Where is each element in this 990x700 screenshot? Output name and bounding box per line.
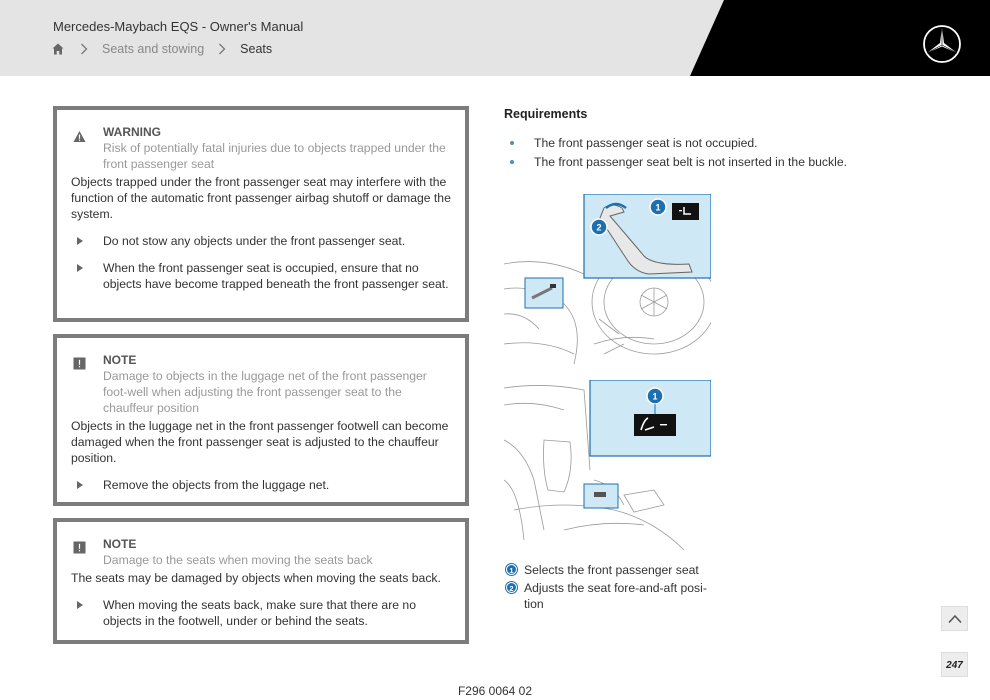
callout-legend xyxy=(504,562,734,614)
legend-text: Selects the front passenger seat xyxy=(524,563,699,577)
legend-text: Adjusts the seat fore-and-aft posi-tion xyxy=(524,581,707,611)
note-body: The seats may be damaged by objects when moving the seats back. xyxy=(71,571,441,585)
page-badge[interactable]: 247 xyxy=(941,652,968,677)
requirements-list xyxy=(504,134,924,172)
requirement-item: The front passenger seat is not occupied. xyxy=(504,134,924,153)
callout-number-badge: 1 xyxy=(506,564,517,575)
list-item-text: Remove the objects from the luggage net. xyxy=(103,478,330,492)
warning-triangle-icon xyxy=(73,130,86,143)
list-item xyxy=(71,597,451,629)
scroll-to-top-button[interactable] xyxy=(941,606,968,631)
list-item xyxy=(71,260,451,292)
note-exclamation-icon xyxy=(73,541,86,554)
callout-1 xyxy=(647,388,663,404)
list-item xyxy=(71,477,451,493)
warning-subtitle: Risk of potentially fatal injuries due to objects trapped under the front passenger seat xyxy=(103,141,446,171)
note-headline: NOTE xyxy=(103,353,137,367)
bullet-arrow-icon xyxy=(77,601,83,609)
legend-item xyxy=(504,562,734,578)
breadcrumb xyxy=(52,42,272,56)
note-subtitle: Damage to the seats when moving the seats back xyxy=(103,553,373,567)
chevron-up-icon xyxy=(948,614,962,624)
warning-box xyxy=(53,106,469,322)
illustration-rear-seat-switch xyxy=(504,380,711,550)
requirement-item: The front passenger seat belt is not inserted in the buckle. xyxy=(504,153,924,172)
home-icon[interactable] xyxy=(52,43,64,55)
list-item-text: Do not stow any objects under the front passenger seat. xyxy=(103,234,406,248)
manual-title: Mercedes-Maybach EQS - Owner's Manual xyxy=(53,19,304,34)
note-body: Objects in the luggage net in the front passenger footwell can become damaged when the front passenger seat is adjusted to the chauffeur position. xyxy=(71,419,449,465)
list-item-text: When moving the seats back, make sure that there are no objects in the footwell, under or behind the seats. xyxy=(103,598,416,628)
warning-headline: WARNING xyxy=(103,125,161,139)
chevron-right-icon xyxy=(218,43,226,55)
mercedes-star-logo xyxy=(922,24,962,64)
note-box-luggage-net xyxy=(53,334,469,506)
illustration-steering-seat-switch xyxy=(504,194,711,364)
note-headline: NOTE xyxy=(103,537,137,551)
bullet-arrow-icon xyxy=(77,264,83,272)
header xyxy=(0,0,990,76)
callout-1 xyxy=(650,199,666,215)
svg-text:1: 1 xyxy=(655,202,661,213)
legend-item xyxy=(504,580,714,612)
list-item-text: When the front passenger seat is occupied, ensure that no objects have become trapped beneath the front passenger seat. xyxy=(103,261,449,291)
note-exclamation-icon xyxy=(73,357,86,370)
svg-text:1: 1 xyxy=(652,391,658,402)
callout-number-badge: 2 xyxy=(506,582,517,593)
svg-text:2: 2 xyxy=(596,222,602,233)
breadcrumb-item-seats[interactable]: Seats xyxy=(240,42,273,56)
note-box-seats-back xyxy=(53,518,469,644)
chevron-right-icon xyxy=(80,43,88,55)
breadcrumb-item-seats-and-stowing[interactable]: Seats and stowing xyxy=(102,42,205,56)
callout-2 xyxy=(591,219,607,235)
figure-code: F296 0064 02 xyxy=(457,684,533,698)
note-subtitle: Damage to objects in the luggage net of the front passenger foot-well when adjusting the front passenger seat to the chauffeur position xyxy=(103,369,427,415)
bullet-arrow-icon xyxy=(77,237,83,245)
bullet-arrow-icon xyxy=(77,481,83,489)
requirements-title: Requirements xyxy=(504,107,588,121)
list-item xyxy=(71,233,451,249)
warning-body: Objects trapped under the front passenger seat may interfere with the function of the automatic front passenger airbag shutoff or damage the system. xyxy=(71,175,451,221)
